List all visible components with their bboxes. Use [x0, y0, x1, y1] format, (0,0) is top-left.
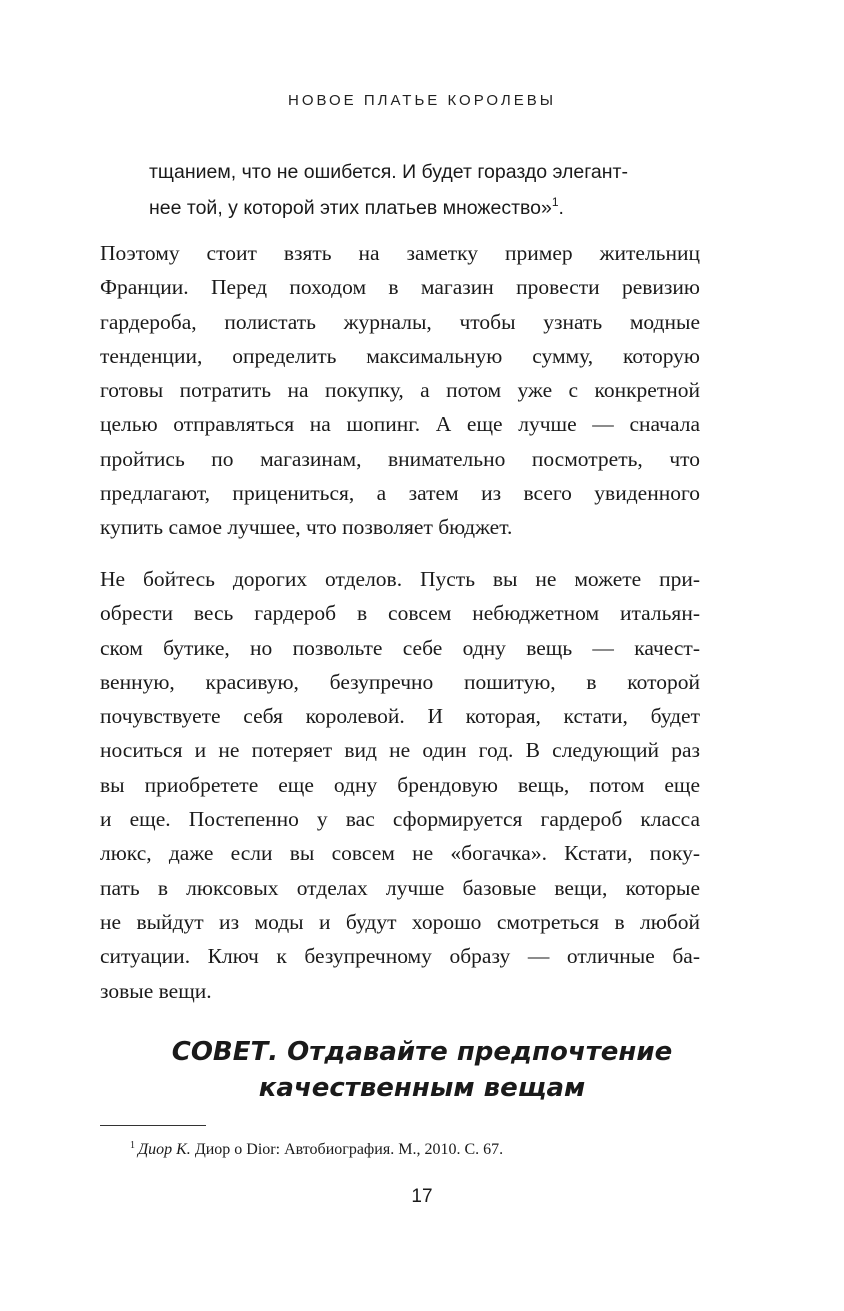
- running-head: НОВОЕ ПЛАТЬЕ КОРОЛЕВЫ: [287, 92, 557, 109]
- paragraph-line: купить самое лучшее, что позволяет бюджет.: [100, 515, 513, 540]
- paragraph-line: не выйдут из моды и будут хорошо смотреться в любой: [100, 909, 700, 934]
- paragraph-line: ском бутике, но позвольте себе одну вещь — качест-: [100, 635, 700, 660]
- paragraph-line: пройтись по магазинам, внимательно посмотреть, что: [100, 446, 700, 471]
- quote-line: тщанием, что не ошибется. И будет гораздо элегант-: [149, 161, 628, 183]
- footnote-author: Диор К.: [138, 1141, 191, 1158]
- advice-heading: [0, 1034, 844, 1106]
- paragraph-line: люкс, даже если вы совсем не «богачка». Кстати, поку-: [100, 841, 700, 866]
- paragraph-2: [100, 562, 700, 1008]
- footnote: [130, 1139, 690, 1161]
- paragraph-line: Не бойтесь дорогих отделов. Пусть вы не можете при-: [100, 567, 700, 591]
- paragraph-line: целью отправляться на шопинг. А еще лучше — сначала: [100, 412, 700, 437]
- paragraph-line: зовые вещи.: [100, 978, 212, 1003]
- footnote-reference: 1: [551, 195, 559, 209]
- quote-line-text: нее той, у которой этих платьев множество»: [149, 197, 552, 219]
- page-number: 17: [411, 1186, 433, 1207]
- paragraph-line: ситуации. Ключ к безупречному образу — отличные ба-: [100, 944, 700, 969]
- quote-line-last: [149, 190, 599, 226]
- paragraph-line: вы приобретете еще одну брендовую вещь, потом еще: [100, 772, 700, 797]
- paragraph-line: венную, красивую, безупречно пошитую, в которой: [100, 669, 700, 694]
- paragraph-line: гардероба, полистать журналы, чтобы узнать модные: [100, 309, 700, 334]
- paragraph-line: обрести весь гардероб в совсем небюджетном итальян-: [100, 601, 700, 626]
- paragraph-line: тенденции, определить максимальную сумму, которую: [100, 343, 700, 368]
- paragraph-line: готовы потратить на покупку, а потом уже с конкретной: [100, 378, 700, 403]
- paragraph-line: предлагают, прицениться, а затем из всего увиденного: [100, 481, 700, 506]
- footnote-divider: [100, 1125, 206, 1126]
- paragraph-1: [100, 236, 700, 545]
- paragraph-line: носиться и не потеряет вид не один год. В следующий раз: [100, 738, 700, 763]
- paragraph-line: Поэтому стоит взять на заметку пример жительниц: [100, 241, 700, 265]
- paragraph-line: пать в люксовых отделах лучше базовые вещи, которые: [100, 875, 700, 900]
- paragraph-line: и еще. Постепенно у вас сформируется гардероб класса: [100, 807, 700, 832]
- quote-trailing-period: .: [558, 197, 564, 219]
- paragraph-line: почувствуете себя королевой. И которая, кстати, будет: [100, 704, 700, 729]
- footnote-text: Диор о Dior: Автобиография. М., 2010. С. 67.: [190, 1141, 504, 1158]
- paragraph-line: Франции. Перед походом в магазин провести ревизию: [100, 275, 700, 300]
- advice-heading-line-2: качественным вещам: [258, 1073, 586, 1103]
- quote-block: [149, 154, 628, 226]
- advice-heading-line-1: СОВЕТ. Отдавайте предпочтение: [171, 1037, 673, 1067]
- footnote-number: 1: [130, 1140, 135, 1151]
